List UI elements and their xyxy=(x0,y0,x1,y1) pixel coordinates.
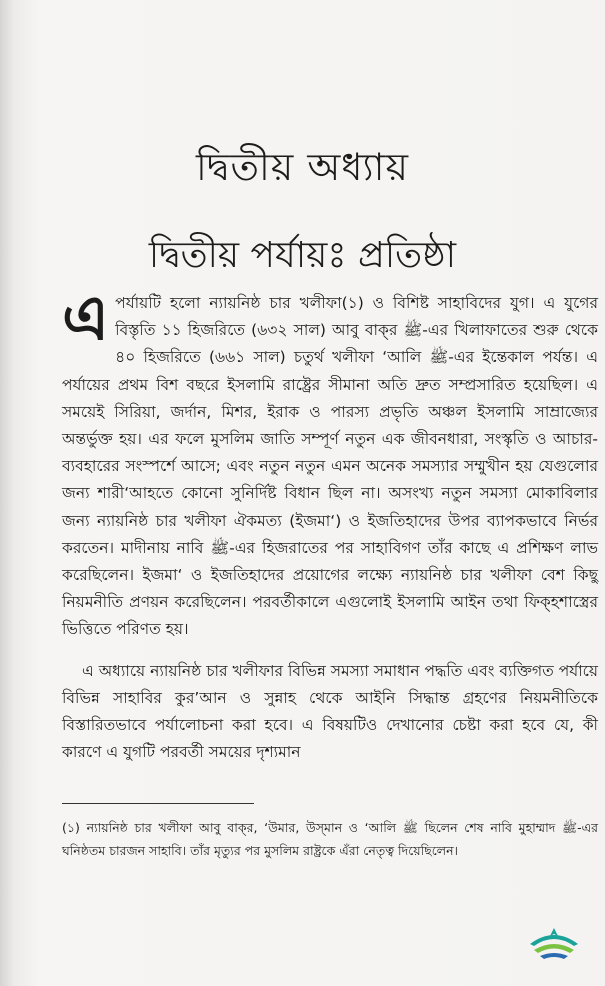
chapter-title: দ্বিতীয় অধ্যায় xyxy=(196,145,409,189)
paragraph-1-text: পর্যায়টি হলো ন্যায়নিষ্ঠ চার খলীফা(১) ও বিশিষ্ট সাহাবিদের যুগ। এ যুগের বিস্তৃতি ১১ হিজরিতে (৬৩২ সাল) আবু বাক্‌র ﷺ-এর খিলাফাতের শুরু থেকে ৪০ হিজরিতে (৬৬১ সাল) চতুর্থ খলীফা ‘আলি ﷺ-এর ইন্তেকাল পর্যন্ত। এ পর্যায়ের প্রথম বিশ বছরে ইসলামি রাষ্ট্রের সীমানা অতি দ্রুত সম্প্রসারিত হয়েছিল। এ সময়েই সিরিয়া, জর্দান, মিশর, ইরাক ও পারস্য প্রভৃতি অঞ্চল ইসলামি সাম্রাজ্যের অন্তর্ভুক্ত হয়। এর ফলে মুসলিম জাতি সম্পূর্ণ নতুন এক জীবনধারা, সংস্কৃতি ও আচার-ব্যবহারের সংস্পর্শে আসে; এবং নতুন নতুন এমন অনেক সমস্যার সম্মুখীন হয় যেগুলোর জন্য শারী‘আহতে কোনো সুনির্দিষ্ট বিধান ছিল না। অসংখ্য নতুন সমস্যা মোকাবিলার জন্য ন্যায়নিষ্ঠ চার খলীফা ঐকমত্য (ইজমা‘) ও ইজতিহাদের উপর ব্যাপকভাবে নির্ভর করতেন। মাদীনায় নাবি ﷺ-এর হিজরাতের পর সাহাবিগণ তাঁর কাছে এ প্রশিক্ষণ লাভ করেছিলেন। ইজমা‘ ও ইজতিহাদের প্রয়োগের লক্ষ্যে ন্যায়নিষ্ঠ চার খলীফা বেশ কিছু নিয়মনীতি প্রণয়ন করেছিলেন। পরবর্তীকালে এগুলোই ইসলামি আইন তথা ফিক্‌হশাস্ত্রের ভিত্তিতে পরিণত হয়। xyxy=(62,294,598,639)
paragraph-2: এ অধ্যায়ে ন্যায়নিষ্ঠ চার খলীফার বিভিন্ন সমস্যা সমাধান পদ্ধতি এবং ব্যক্তিগত পর্যায়ে বিভিন্ন সাহাবির কুর’আন ও সুন্নাহ থেকে আইনি সিদ্ধান্ত গ্রহণের নিয়মনীতিকে বিস্তারিতভাবে পর্যালোচনা করা হবে। এ বিষয়টিও দেখানোর চেষ্টা করা হবে যে, কী কারণে এ যুগটি পরবর্তী সময়ের দৃশ্যমান xyxy=(62,661,598,762)
paragraph-1 xyxy=(62,281,598,644)
publisher-logo-icon xyxy=(526,920,582,964)
body-text xyxy=(62,281,598,766)
footnote-divider xyxy=(62,803,254,804)
drop-cap: এ xyxy=(62,281,110,354)
section-title: দ্বিতীয় পর্যায়ঃ প্রতিষ্ঠা xyxy=(148,235,457,276)
footnote: (১) ন্যায়নিষ্ঠ চার খলীফা আবু বাক্‌র, ‘উমার, উস্‌মান ও ‘আলি ﷺ ছিলেন শেষ নাবি মুহাম্মাদ ﷺ-এর ঘনিষ্ঠতম চারজন সাহাবি। তাঁর মৃত্যুর পর মুসলিম রাষ্ট্রকে এঁরা নেতৃত্ব দিয়েছিলেন। xyxy=(62,820,598,858)
